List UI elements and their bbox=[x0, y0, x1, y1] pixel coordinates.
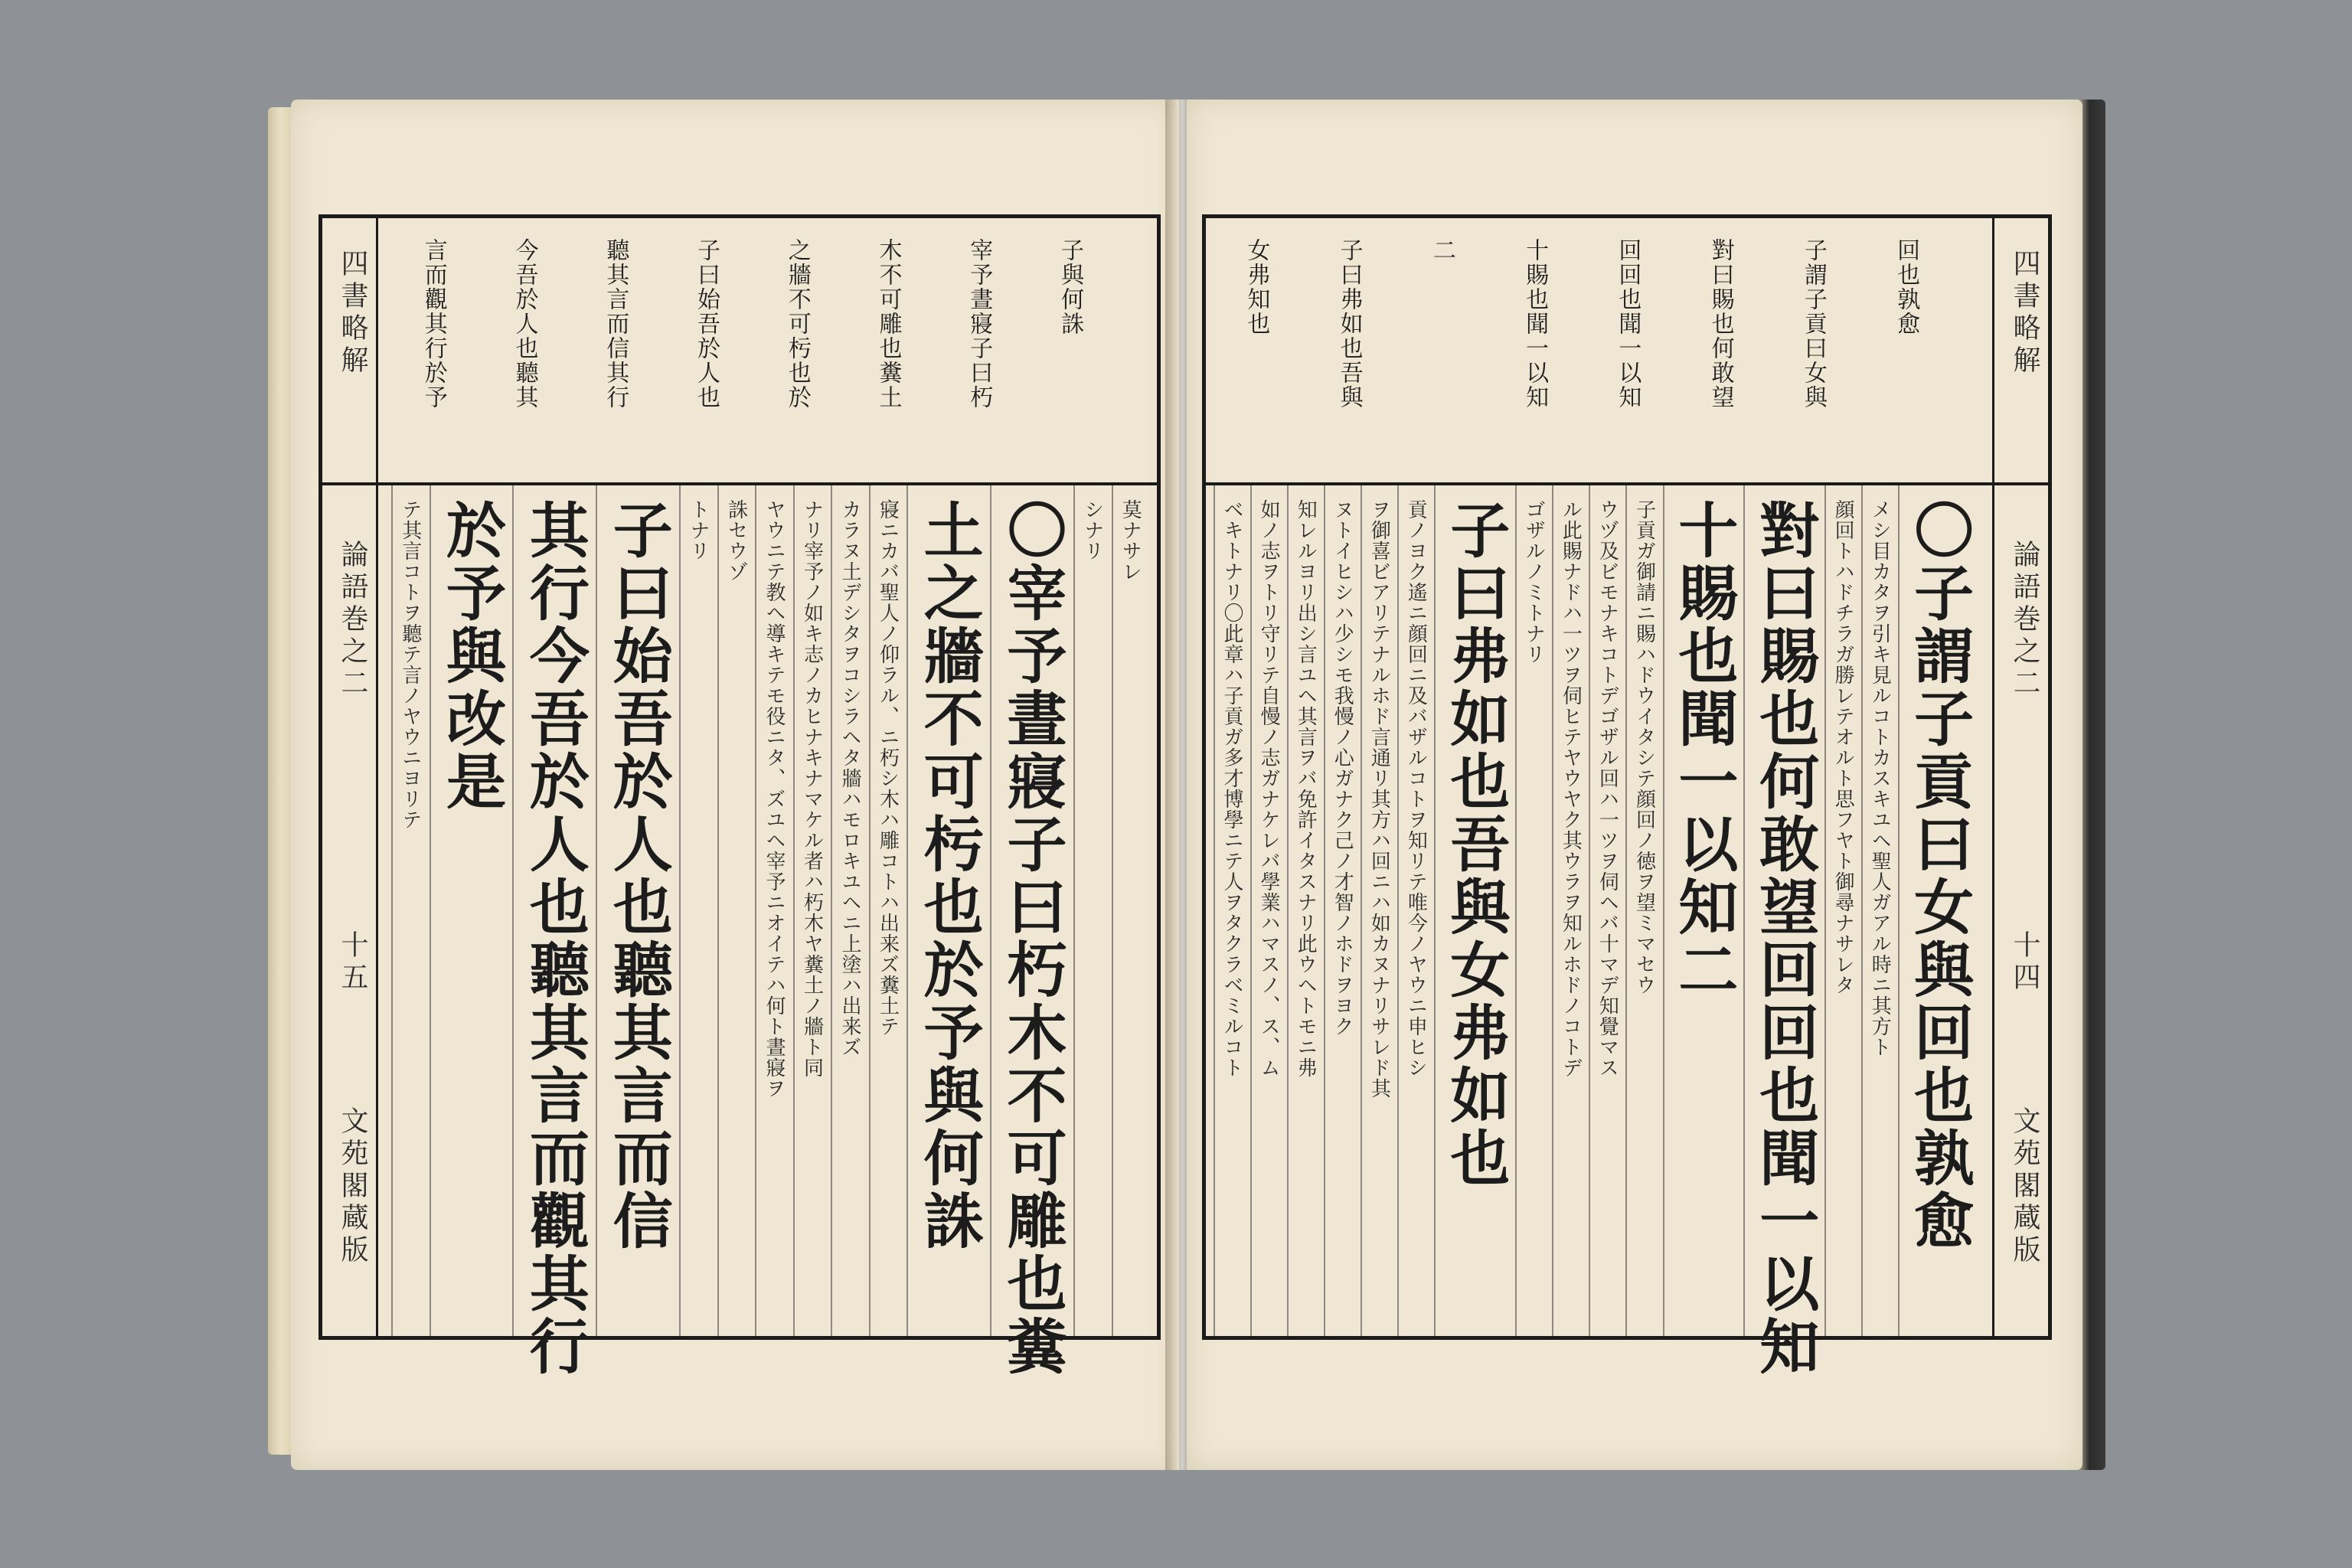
main-text-column: 〇宰予晝寢子曰朽木不可雕也糞 bbox=[997, 499, 1067, 1378]
column-rule bbox=[430, 485, 431, 1336]
right-lower-register bbox=[1206, 485, 2048, 1378]
main-text-column: 〇子謂子貢曰女與回也孰愈 bbox=[1904, 499, 1975, 1253]
commentary-column: 子貢ガ御請ニ賜ハドウイタシテ顔回ノ徳ヲ望ミマセウ bbox=[1632, 499, 1656, 995]
left-upper-register bbox=[322, 218, 1157, 485]
column-rule bbox=[596, 485, 597, 1336]
left-page bbox=[291, 100, 1179, 1470]
upper-text-column: 子謂子貢曰女與 bbox=[1799, 238, 1827, 410]
upper-text-column: 宰予晝寢子曰朽 bbox=[965, 238, 993, 410]
left-spine-subtitle: 論語巻之二 bbox=[337, 540, 368, 701]
main-text-column: 對曰賜也何敢望回回也聞一以知 bbox=[1749, 499, 1820, 1378]
commentary-column: シナリ bbox=[1080, 499, 1104, 561]
main-text-column: 土之牆不可杇也於予與何誅 bbox=[913, 499, 984, 1253]
main-text-column: 其行今吾於人也聽其言而觀其行 bbox=[519, 499, 590, 1378]
commentary-column: テ其言コトヲ聽テ言ノヤウニヨリテ bbox=[398, 499, 422, 830]
commentary-column: 如ノ志ヲトリ守リテ自慢ノ志ガナケレバ學業ハマスノ、ス、ム bbox=[1257, 499, 1281, 1078]
main-text-column: 子曰弗如也吾與女弗如也 bbox=[1440, 499, 1511, 1190]
upper-text-column: 言而觀其行於予 bbox=[420, 238, 447, 410]
commentary-column: ゴザルノミトナリ bbox=[1522, 499, 1546, 665]
column-rule bbox=[391, 485, 393, 1336]
column-rule bbox=[1625, 485, 1627, 1336]
commentary-column: ヤウニテ教ヘ導キテモ役ニタ、ズユヘ宰予ニオイテハ何ト晝寢ヲ bbox=[762, 499, 786, 1099]
column-rule bbox=[679, 485, 681, 1336]
commentary-column: ナリ宰予ノ如キ志ノカヒナキナマケル者ハ朽木ヤ糞土ノ牆ト同 bbox=[800, 499, 824, 1078]
commentary-column: ウヅ及ビモナキコトデゴザル回ハ一ツヲ伺ヘバ十マデ知覺マス bbox=[1596, 499, 1619, 1078]
left-spine-publisher: 文苑閣蔵版 bbox=[337, 1106, 368, 1267]
column-rule bbox=[1898, 485, 1900, 1336]
column-rule bbox=[1861, 485, 1863, 1336]
column-rule bbox=[831, 485, 832, 1336]
left-lower-register bbox=[322, 485, 1157, 1378]
upper-text-column: 對曰賜也何敢望 bbox=[1707, 238, 1734, 410]
upper-text-column: 女弗知也 bbox=[1243, 238, 1270, 336]
column-rule bbox=[1663, 485, 1664, 1336]
commentary-column: ベキトナリ〇此章ハ子貢ガ多才博學ニテ人ヲタクラベミルコト bbox=[1220, 499, 1244, 1078]
commentary-column: トナリ bbox=[686, 499, 710, 561]
upper-text-column: 回也孰愈 bbox=[1893, 238, 1920, 336]
column-rule bbox=[1214, 485, 1215, 1336]
column-rule bbox=[990, 485, 991, 1336]
column-rule bbox=[1112, 485, 1113, 1336]
column-rule bbox=[717, 485, 719, 1336]
column-rule bbox=[1589, 485, 1590, 1336]
right-upper-register bbox=[1206, 218, 2048, 485]
column-rule bbox=[1434, 485, 1436, 1336]
commentary-column: 貢ノヨク遙ニ顔回ニ及バザルコトヲ知リテ唯今ノヤウニ申ヒシ bbox=[1404, 499, 1428, 1078]
upper-text-column: 子與何誅 bbox=[1056, 238, 1083, 336]
upper-text-column: 木不可雕也糞土 bbox=[874, 238, 902, 410]
column-rule bbox=[1824, 485, 1826, 1336]
left-page-frame bbox=[318, 214, 1161, 1378]
commentary-column: ヲ御喜ビアリテナルホド言通リ其方ハ回ニハ如カヌナリサレド其 bbox=[1367, 499, 1391, 1099]
column-rule bbox=[1397, 485, 1399, 1336]
upper-text-column: 子曰弗如也吾與 bbox=[1335, 238, 1363, 410]
commentary-column: メシ目カタヲ引キ見ルコトカスキユヘ聖人ガアル時ニ其方ト bbox=[1868, 499, 1892, 1057]
commentary-column: 誅セウゾ bbox=[724, 499, 748, 582]
upper-text-column: 十賜也聞一以知 bbox=[1521, 238, 1549, 410]
commentary-column: ル此賜ナドハ一ツヲ伺ヒテヤウヤク其ウラヲ知ルホドノコトデ bbox=[1559, 499, 1583, 1078]
right-page bbox=[1187, 100, 2082, 1470]
column-rule bbox=[1287, 485, 1289, 1336]
upper-text-column: 二 bbox=[1428, 238, 1455, 263]
column-rule bbox=[755, 485, 756, 1336]
upper-text-column: 子曰始吾於人也 bbox=[692, 238, 720, 410]
upper-text-column: 今吾於人也聽其 bbox=[511, 238, 538, 410]
left-spine-title: 四書略解 bbox=[337, 249, 368, 377]
main-text-column: 於予與改是 bbox=[436, 499, 506, 813]
right-spine-title: 四書略解 bbox=[2009, 249, 2040, 377]
column-rule bbox=[1361, 485, 1362, 1336]
commentary-column: 莫ナサレ bbox=[1119, 499, 1142, 582]
column-rule bbox=[906, 485, 908, 1336]
upper-text-column: 之牆不可杇也於 bbox=[783, 238, 811, 410]
column-rule bbox=[793, 485, 795, 1336]
column-rule bbox=[1250, 485, 1252, 1336]
right-spine-folio: 十四 bbox=[2009, 930, 2040, 995]
open-book bbox=[268, 84, 2105, 1485]
commentary-column: 寢ニカバ聖人ノ仰ラル、ニ朽シ木ハ雕コトハ出来ズ糞土テ bbox=[876, 499, 900, 1037]
column-rule bbox=[512, 485, 514, 1336]
column-rule bbox=[1743, 485, 1745, 1336]
column-rule bbox=[869, 485, 871, 1336]
commentary-column: ヌトイヒシハ少シモ我慢ノ心ガナク己ノ才智ノホドヲヨク bbox=[1331, 499, 1354, 1037]
commentary-column: カラヌ土デシタヲコシラヘタ牆ハモロキユヘニ上塗ハ出来ズ bbox=[838, 499, 861, 1057]
column-rule bbox=[1324, 485, 1325, 1336]
main-text-column: 十賜也聞一以知二 bbox=[1668, 499, 1739, 1001]
column-rule bbox=[1552, 485, 1553, 1336]
upper-text-column: 回回也聞一以知 bbox=[1614, 238, 1642, 410]
right-spine-subtitle: 論語巻之二 bbox=[2009, 540, 2040, 701]
left-spine-folio: 十五 bbox=[337, 930, 368, 995]
upper-text-column: 聽其言而信其行 bbox=[602, 238, 629, 410]
column-rule bbox=[1515, 485, 1517, 1336]
column-rule bbox=[1073, 485, 1075, 1336]
right-spine-publisher: 文苑閣蔵版 bbox=[2009, 1106, 2040, 1267]
right-page-frame bbox=[1202, 214, 2052, 1378]
main-text-column: 子曰始吾於人也聽其言而信 bbox=[603, 499, 673, 1253]
commentary-column: 顔回トハドチラガ勝レテオルト思フヤト御尋ナサレタ bbox=[1831, 499, 1855, 995]
commentary-column: 知レルヨリ出シ言ユヘ其言ヲバ免許イタスナリ此ウヘトモニ弗 bbox=[1294, 499, 1318, 1078]
